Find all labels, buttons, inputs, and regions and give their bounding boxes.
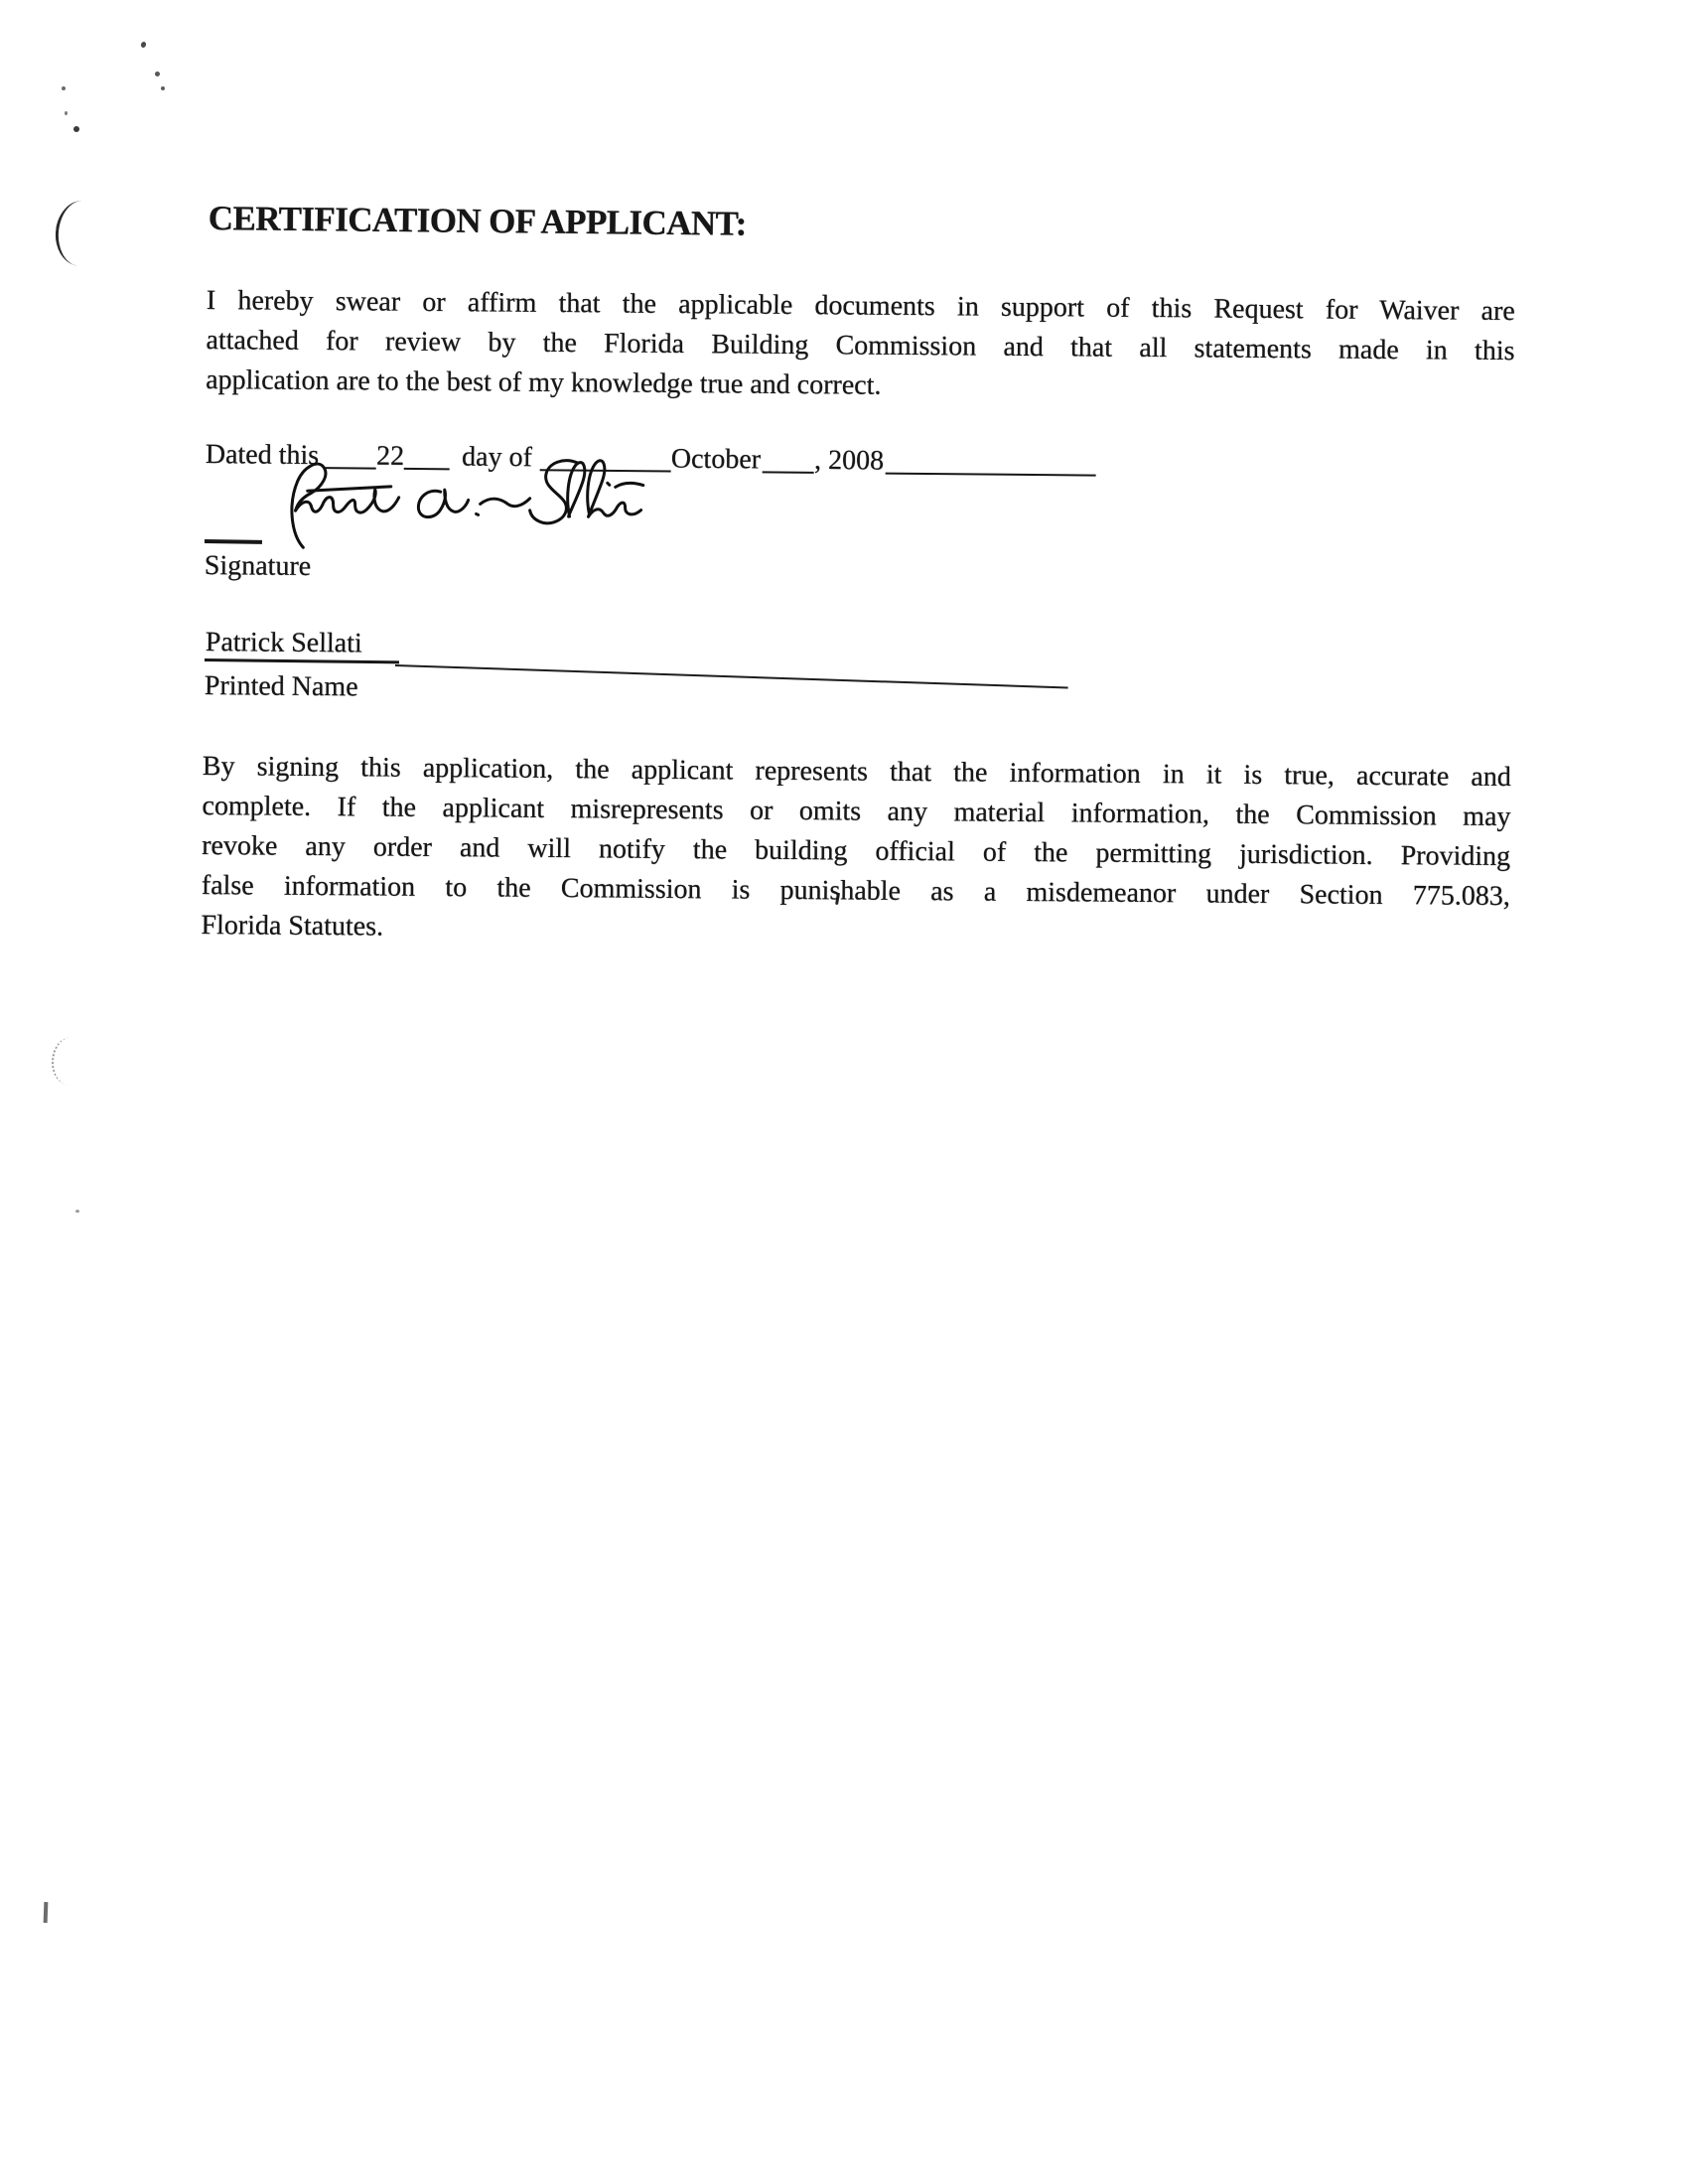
scan-paren-mark-faint xyxy=(50,1036,74,1085)
signature-label: Signature xyxy=(204,549,312,582)
handwritten-signature xyxy=(273,453,649,557)
affirmation-line: attached for review by the Florida Building Commission and that all statements made in this xyxy=(206,324,1515,367)
scan-speck xyxy=(155,72,160,76)
month-blank-line xyxy=(763,443,814,473)
affirmation-line: I hereby swear or affirm that the applicable documents in support of this Request for Waiver are xyxy=(206,284,1515,328)
scan-speck xyxy=(73,126,79,132)
representation-line: false information to the Commission is punishable as a misdemeanor under Section 775.083, xyxy=(201,869,1510,913)
month-value: October xyxy=(670,443,762,476)
printed-name-underline xyxy=(205,658,399,663)
affirmation-paragraph xyxy=(206,281,1515,411)
printed-name-underline-extension xyxy=(395,664,1068,689)
scan-speck xyxy=(161,86,165,90)
representation-line: Florida Statutes. xyxy=(201,909,384,943)
representation-line: revoke any order and will notify the building official of the permitting jurisdiction. Providing xyxy=(202,829,1511,873)
page-title: CERTIFICATION OF APPLICANT: xyxy=(208,199,747,243)
scan-speck xyxy=(140,41,147,48)
printed-name-label: Printed Name xyxy=(204,669,358,703)
scan-speck xyxy=(62,86,66,90)
scan-speck xyxy=(75,1210,79,1213)
representation-paragraph xyxy=(201,747,1511,956)
dated-line-connector: day of xyxy=(461,441,533,474)
dated-line-prefix: Dated this xyxy=(205,438,320,472)
representation-line: By signing this application, the applicant represents that the information in it is true, accurate and xyxy=(202,750,1511,794)
printed-name-value: Patrick Sellati xyxy=(205,626,362,659)
year-value: , 2008 xyxy=(813,444,885,477)
year-blank-line xyxy=(886,445,1096,477)
signature-line xyxy=(205,539,262,543)
scan-paren-mark xyxy=(53,199,89,266)
scan-speck xyxy=(65,111,68,115)
scan-edge-tick xyxy=(44,1902,48,1923)
representation-line: complete. If the applicant misrepresents or omits any material information, the Commission may xyxy=(202,790,1511,833)
affirmation-line: application are to the best of my knowledge true and correct. xyxy=(206,364,882,401)
day-value: 22 xyxy=(375,440,405,472)
